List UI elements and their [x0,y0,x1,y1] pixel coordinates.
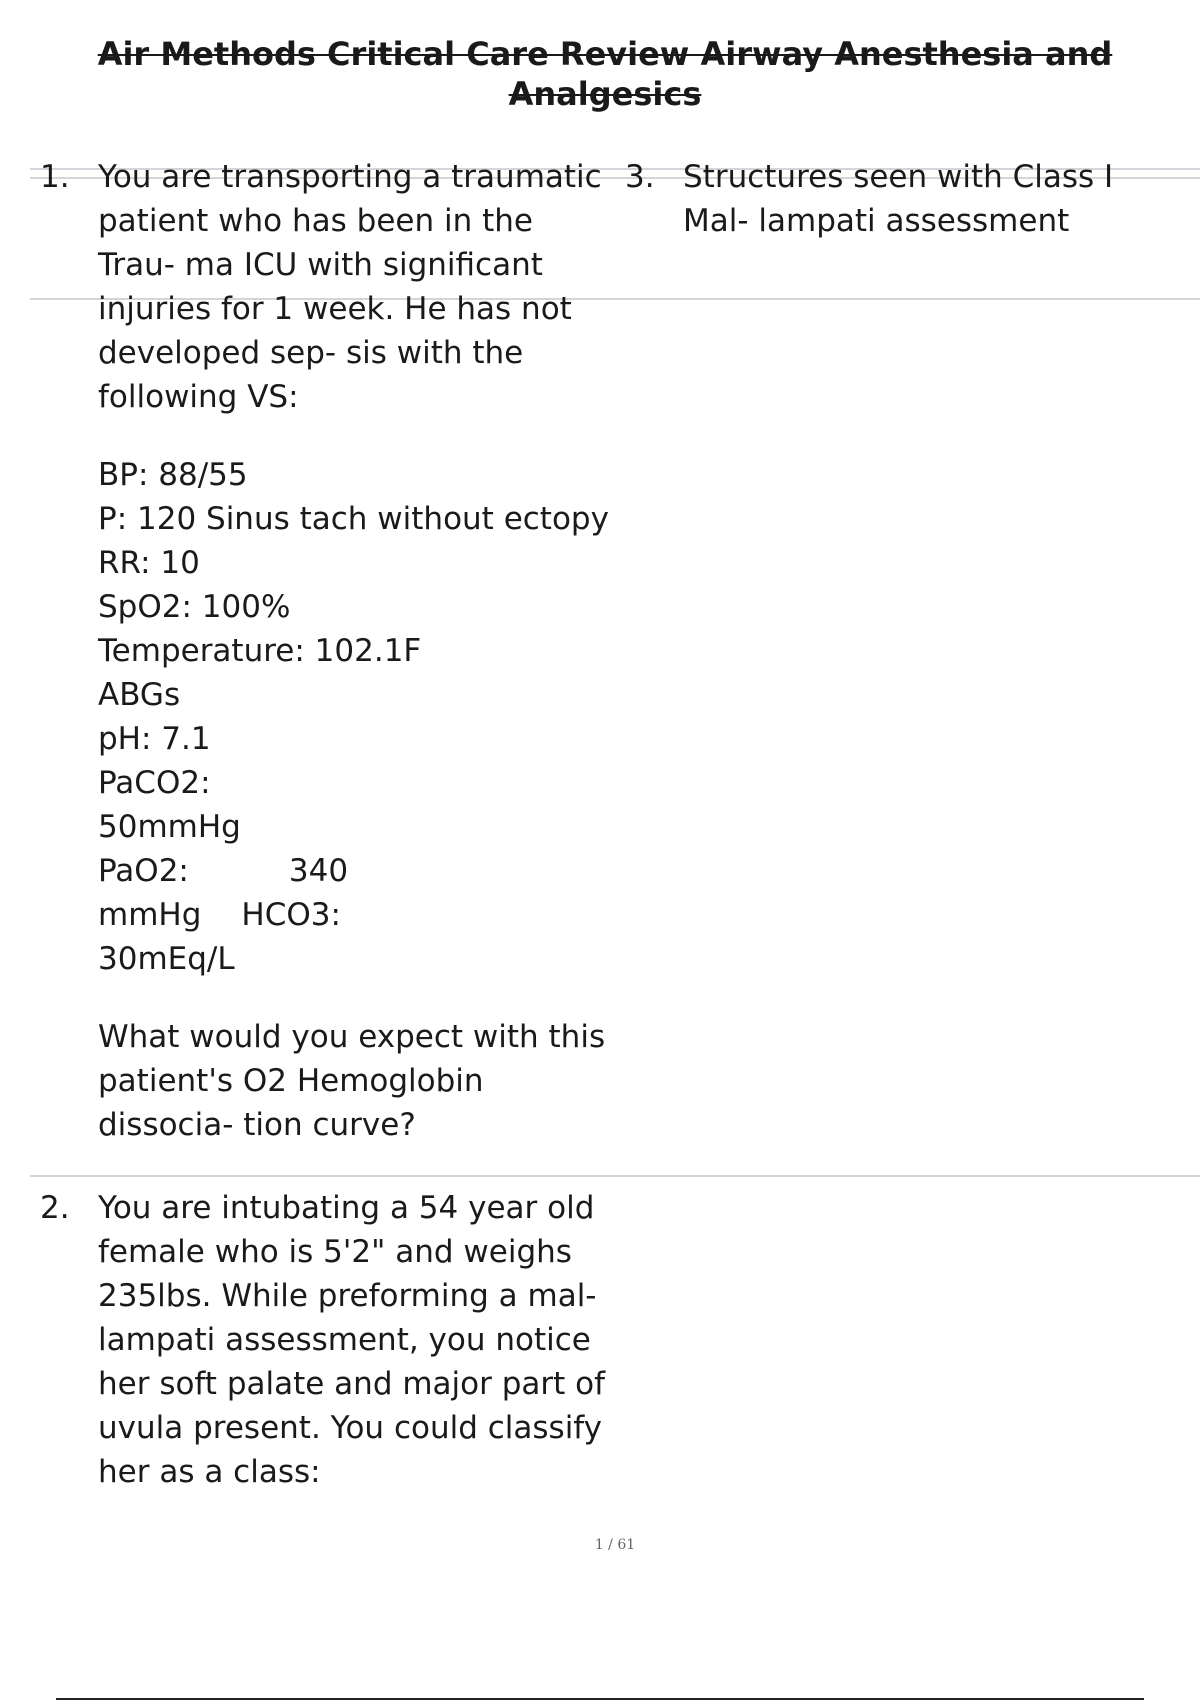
question-intro: You are transporting a traumatic patient who has been in the Trau- ma ICU with significant injuries for 1 week. He has not developed sep- sis with the following VS: [98,159,602,415]
vital-paco2-label: PaCO2: [98,765,211,801]
vital-hco3-value: 30mEq/L [98,941,235,977]
question-number: 1. [40,159,70,195]
vital-abgs: ABGs [98,677,181,713]
vital-pao2-label: PaO2: [98,853,189,889]
vital-pao2 [98,849,618,893]
question-body [98,155,618,1147]
vital-bp: BP: 88/55 [98,457,248,493]
question-text: You are intubating a 54 year old female who is 5'2" and weighs 235lbs. While preforming a mal- lampati assessment, you notice her soft palate and major part of uvula present. You could classify her as a class: [98,1190,606,1490]
vital-pao2-value: 340 [288,853,349,889]
vital-mmhg-hco3 [98,893,618,937]
question-prompt: What would you expect with this patient's O2 Hemoglobin dissocia- tion curve? [98,1019,606,1143]
vital-ph: pH: 7.1 [98,721,211,757]
table-divider [30,1175,1200,1177]
question-number: 2. [40,1190,70,1226]
question-body [98,1186,618,1494]
vital-spo2: SpO2: 100% [98,589,291,625]
page-indicator: 1 / 61 [594,1537,636,1553]
vital-paco2-value: 50mmHg [98,809,241,845]
question-body [683,155,1183,243]
vital-pao2-unit: mmHg [98,897,202,933]
document-title [60,34,1150,114]
vital-signs [98,453,618,981]
question-text: Structures seen with Class I Mal- lampati assessment [683,159,1114,239]
vital-temperature: Temperature: 102.1F [98,633,422,669]
document-title-text: Air Methods Critical Care Review Airway Anesthesia and Analgesics [97,35,1113,113]
vital-pulse-rr: P: 120 Sinus tach without ectopy RR: 10 [98,501,609,581]
question-number: 3. [625,159,655,195]
vital-hco3-label: HCO3: [241,897,341,933]
